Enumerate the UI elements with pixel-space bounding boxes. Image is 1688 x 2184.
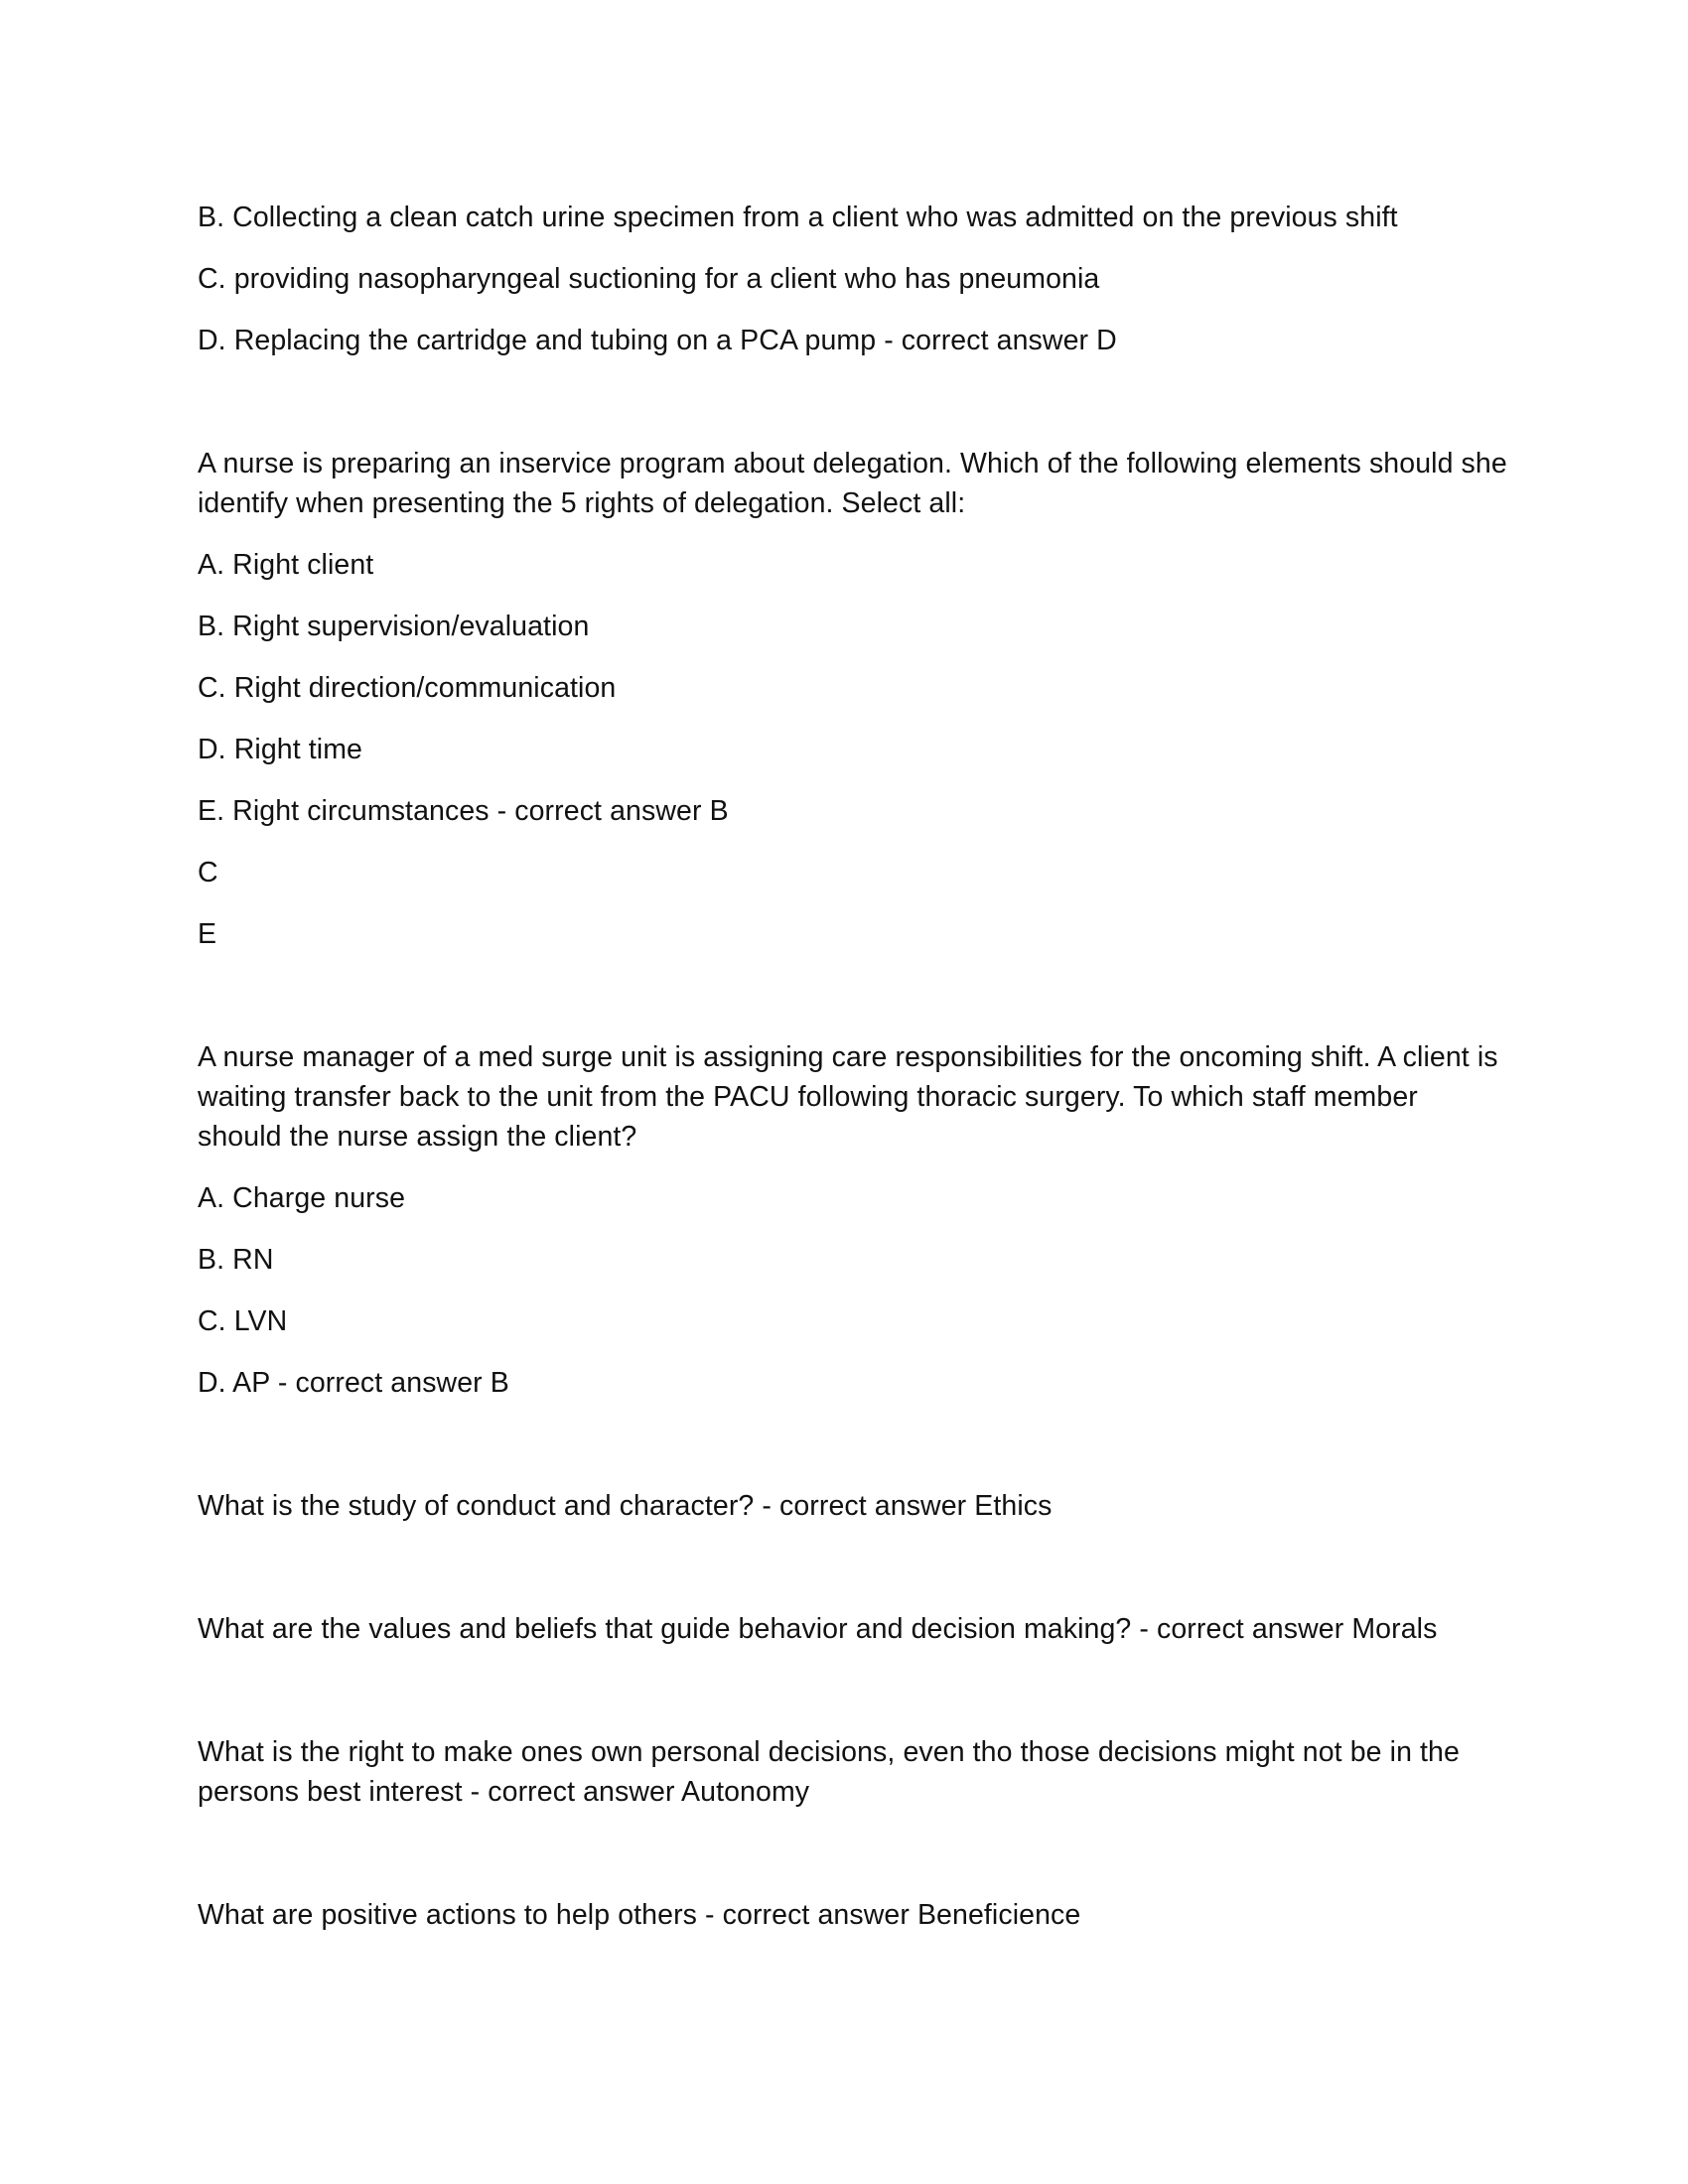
- block2-option-a: A. Right client: [198, 549, 374, 581]
- block7-qa: What are positive actions to help others - correct answer Beneficience: [198, 1899, 1081, 1931]
- block3-question-line3: should the nurse assign the client?: [198, 1121, 637, 1153]
- block5-qa: What are the values and beliefs that guide behavior and decision making? - correct answer Morals: [198, 1613, 1438, 1645]
- block4-qa: What is the study of conduct and character? - correct answer Ethics: [198, 1490, 1053, 1522]
- block1-option-d: D. Replacing the cartridge and tubing on a PCA pump - correct answer D: [198, 325, 1117, 356]
- block3-question-line2: waiting transfer back to the unit from the PACU following thoracic surgery. To which staff member: [198, 1081, 1418, 1113]
- block2-option-d: D. Right time: [198, 734, 363, 765]
- block2-question-line1: A nurse is preparing an inservice program about delegation. Which of the following elements should she: [198, 448, 1507, 479]
- block3-option-d: D. AP - correct answer B: [198, 1367, 509, 1399]
- block2-option-e: E. Right circumstances - correct answer B: [198, 795, 729, 827]
- block3-option-b: B. RN: [198, 1244, 274, 1276]
- block2-answer-extra-c: C: [198, 857, 218, 888]
- block1-option-c: C. providing nasopharyngeal suctioning for a client who has pneumonia: [198, 263, 1100, 295]
- block6-qa-line1: What is the right to make ones own personal decisions, even tho those decisions might not be in the: [198, 1736, 1460, 1768]
- block3-option-a: A. Charge nurse: [198, 1182, 406, 1214]
- block6-qa-line2: persons best interest - correct answer Autonomy: [198, 1776, 810, 1808]
- block3-question-line1: A nurse manager of a med surge unit is assigning care responsibilities for the oncoming shift. A client is: [198, 1041, 1498, 1073]
- block2-option-b: B. Right supervision/evaluation: [198, 611, 590, 642]
- block3-option-c: C. LVN: [198, 1305, 288, 1337]
- block2-answer-extra-e: E: [198, 918, 217, 950]
- block1-option-b: B. Collecting a clean catch urine specimen from a client who was admitted on the previous shift: [198, 202, 1398, 233]
- block2-question-line2: identify when presenting the 5 rights of delegation. Select all:: [198, 487, 966, 519]
- block2-option-c: C. Right direction/communication: [198, 672, 617, 704]
